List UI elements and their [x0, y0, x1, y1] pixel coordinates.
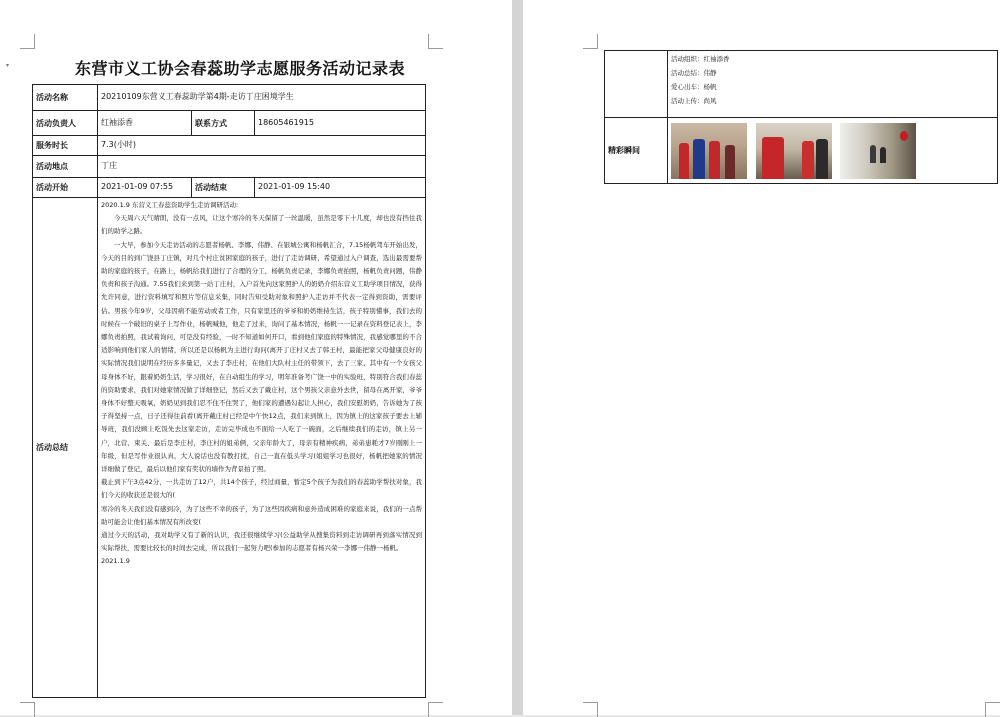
- activity-record-table: [32, 84, 426, 698]
- activity-record-table-continued: [604, 50, 998, 184]
- location-label: 活动地点: [33, 156, 98, 178]
- role-summary: 活动总结：伟静: [671, 69, 717, 77]
- summary-paragraph: 寒冷的冬天我们没有感到冷，为了这些不幸的孩子，为了这些因疾病和意外造成困难的家庭来说，我们的一点帮助可能会让他们基本情况有所改变(: [101, 504, 423, 526]
- end-label: 活动结束: [192, 178, 255, 198]
- photos-cell: [668, 118, 998, 184]
- summary-label: 活动总结: [33, 198, 98, 698]
- role-uploader: 活动上传：尚风: [671, 97, 717, 105]
- highlights-label: 精彩瞬间: [605, 118, 668, 184]
- start-label: 活动开始: [33, 178, 98, 198]
- role-driver: 爱心出车：杨帆: [671, 83, 717, 91]
- crop-mark-icon: [428, 34, 443, 49]
- crop-mark-icon: [583, 34, 598, 49]
- photo-home-visit-icon[interactable]: [756, 123, 832, 179]
- summary-paragraph: 截止到下午3点42分，一共走访了12户，共14个孩子，经过商量，暂定5个孩子为我们的春蕊助学帮扶对象，我们今天的收获还是很大的(: [101, 478, 423, 500]
- summary-paragraph: 2020.1.9 东营义工春蕊资助学生走访调研活动:: [101, 201, 239, 209]
- contact-value[interactable]: 18605461915: [255, 111, 426, 136]
- leader-label: 活动负责人: [33, 111, 98, 136]
- summary-text: [99, 199, 424, 569]
- activity-name-label: 活动名称: [33, 85, 98, 111]
- summary-paragraph: 今天周六天气晴朗，没有一点风，让这个寒冷的冬天保留了一丝温暖，虽然是零下十几度，却也没有挡住我们的助学之路。: [101, 214, 423, 236]
- summary-paragraph: 一大早，参加今天走访活动的志愿者杨帆、李娜、伟静、在银城公寓和杨帆汇合，7.15杨帆驾车开始出发，今天的目的到广饶县丁庄镇，对几个村庄贫困家庭的孩子，进行了走访调研，希望通过入户调查，选出最需要帮助的家庭的孩子，在路上，杨帆给我们进行了合理的分工，杨帆负责记录，李娜负责拍照，杨帆负责问题，伟静负责和孩子沟通。7.55我们来到第一站丁庄村，入户首先向这家照护人的奶奶介绍东营义工助学项目情况，获得允许同意，进行资料填写和照片等信息采集，同时告知受助对象和照护人走访并不代表一定得到资助，需要评估。男孩今年9岁，父母因病不能劳动或者工作，只有家里还的爷爷和奶奶维持生活，孩子特别懂事，我们去的时候在一个破旧的桌子上写作业，杨帆喊他，他走了过来，询问了基本情况，杨帆一一记录在资料登记表上，李娜负责拍照，我试着询问，可是没有经验，一时不知道如何开口，看到他们家庭的特殊情况，我感觉哪里的不合适影响到他们家人的情绪，所以还是以杨帆为主进行询问(离开丁庄村又去了韩王村，最能把家父母健康良好的实际情况我们说明在经历多多量记，又去了李庄村，在他们大队村主任的带领下，去了三家，其中有一个女孩父母身体不好，跟着奶奶生活，学习很好，在自动组生的学习，明年准备考广饶一中的实验班，特别符合我们春蕊的资助要求，我们对她家情况做了详细登记，然后又去了戴庄村，这个男孩父亲意外去世，留母在离开家，爷爷身体不好整天吸氧，奶奶见到我们忍不住不住哭了，他们家的遭遇勾起让人担心，我们安慰奶奶，告诉她为了孩子得坚持一点，日子还得往前看(离开戴庄村已经是中午快12点，我们来到镇上，因为镇上的这家孩子要去上辅导班，我们没顾上吃饭先去这家走访，走访完毕成也不面给一人吃了一碗面，之后继续我们的走访，镇上另一户，北营、束关、最后是李庄村，李庄村的姐弟俩，父亲年龄大了，母亲有精神疾病，弟弟患耗才7岁刚刚上一年级，但是写作业很认真，大人说话也没有教打扰，自己一直在低头学习(姐姐学习也很好，杨帆把她家的情况详细做了登记，最后以他们家有奖状的墙作为背景拍了照。: [101, 240, 423, 474]
- activity-name-value[interactable]: 20210109东营义工春蕊助学第4期-走访丁庄困境学生: [98, 85, 426, 111]
- end-value[interactable]: 2021-01-09 15:40: [255, 178, 426, 198]
- crop-mark-icon: [20, 34, 35, 49]
- photo-corridor-icon[interactable]: [840, 123, 916, 179]
- page-gap: [512, 0, 523, 715]
- location-value[interactable]: 丁庄: [98, 156, 426, 178]
- duration-value[interactable]: 7.3(小时): [98, 136, 426, 156]
- role-organizer: 活动组织：红袖添香: [671, 55, 730, 63]
- summary-paragraph: 通过今天的活动，我对助学又有了新的认识，我还很继续学习(公益助学从搜集资料到走访调研再到落实情况到实际帮扶，需要比较长的时间去完成，所以我们一起努力吧(参加的志愿者有杨兴荣一李娜一伟静一杨帆。: [101, 531, 423, 553]
- photo-volunteers-group-icon[interactable]: [671, 123, 747, 179]
- document-title: 东营市义工协会春蕊助学志愿服务活动记录表: [74, 59, 405, 78]
- summary-cell[interactable]: [98, 198, 426, 698]
- leader-value[interactable]: 红袖添香: [98, 111, 192, 136]
- roles-label-empty: [605, 51, 668, 118]
- margin-marker-icon: ▾: [6, 62, 10, 69]
- duration-label: 服务时长: [33, 136, 98, 156]
- contact-label: 联系方式: [192, 111, 255, 136]
- start-value[interactable]: 2021-01-09 07:55: [98, 178, 192, 198]
- roles-cell[interactable]: [668, 51, 998, 118]
- summary-date: 2021.1.9: [101, 557, 130, 566]
